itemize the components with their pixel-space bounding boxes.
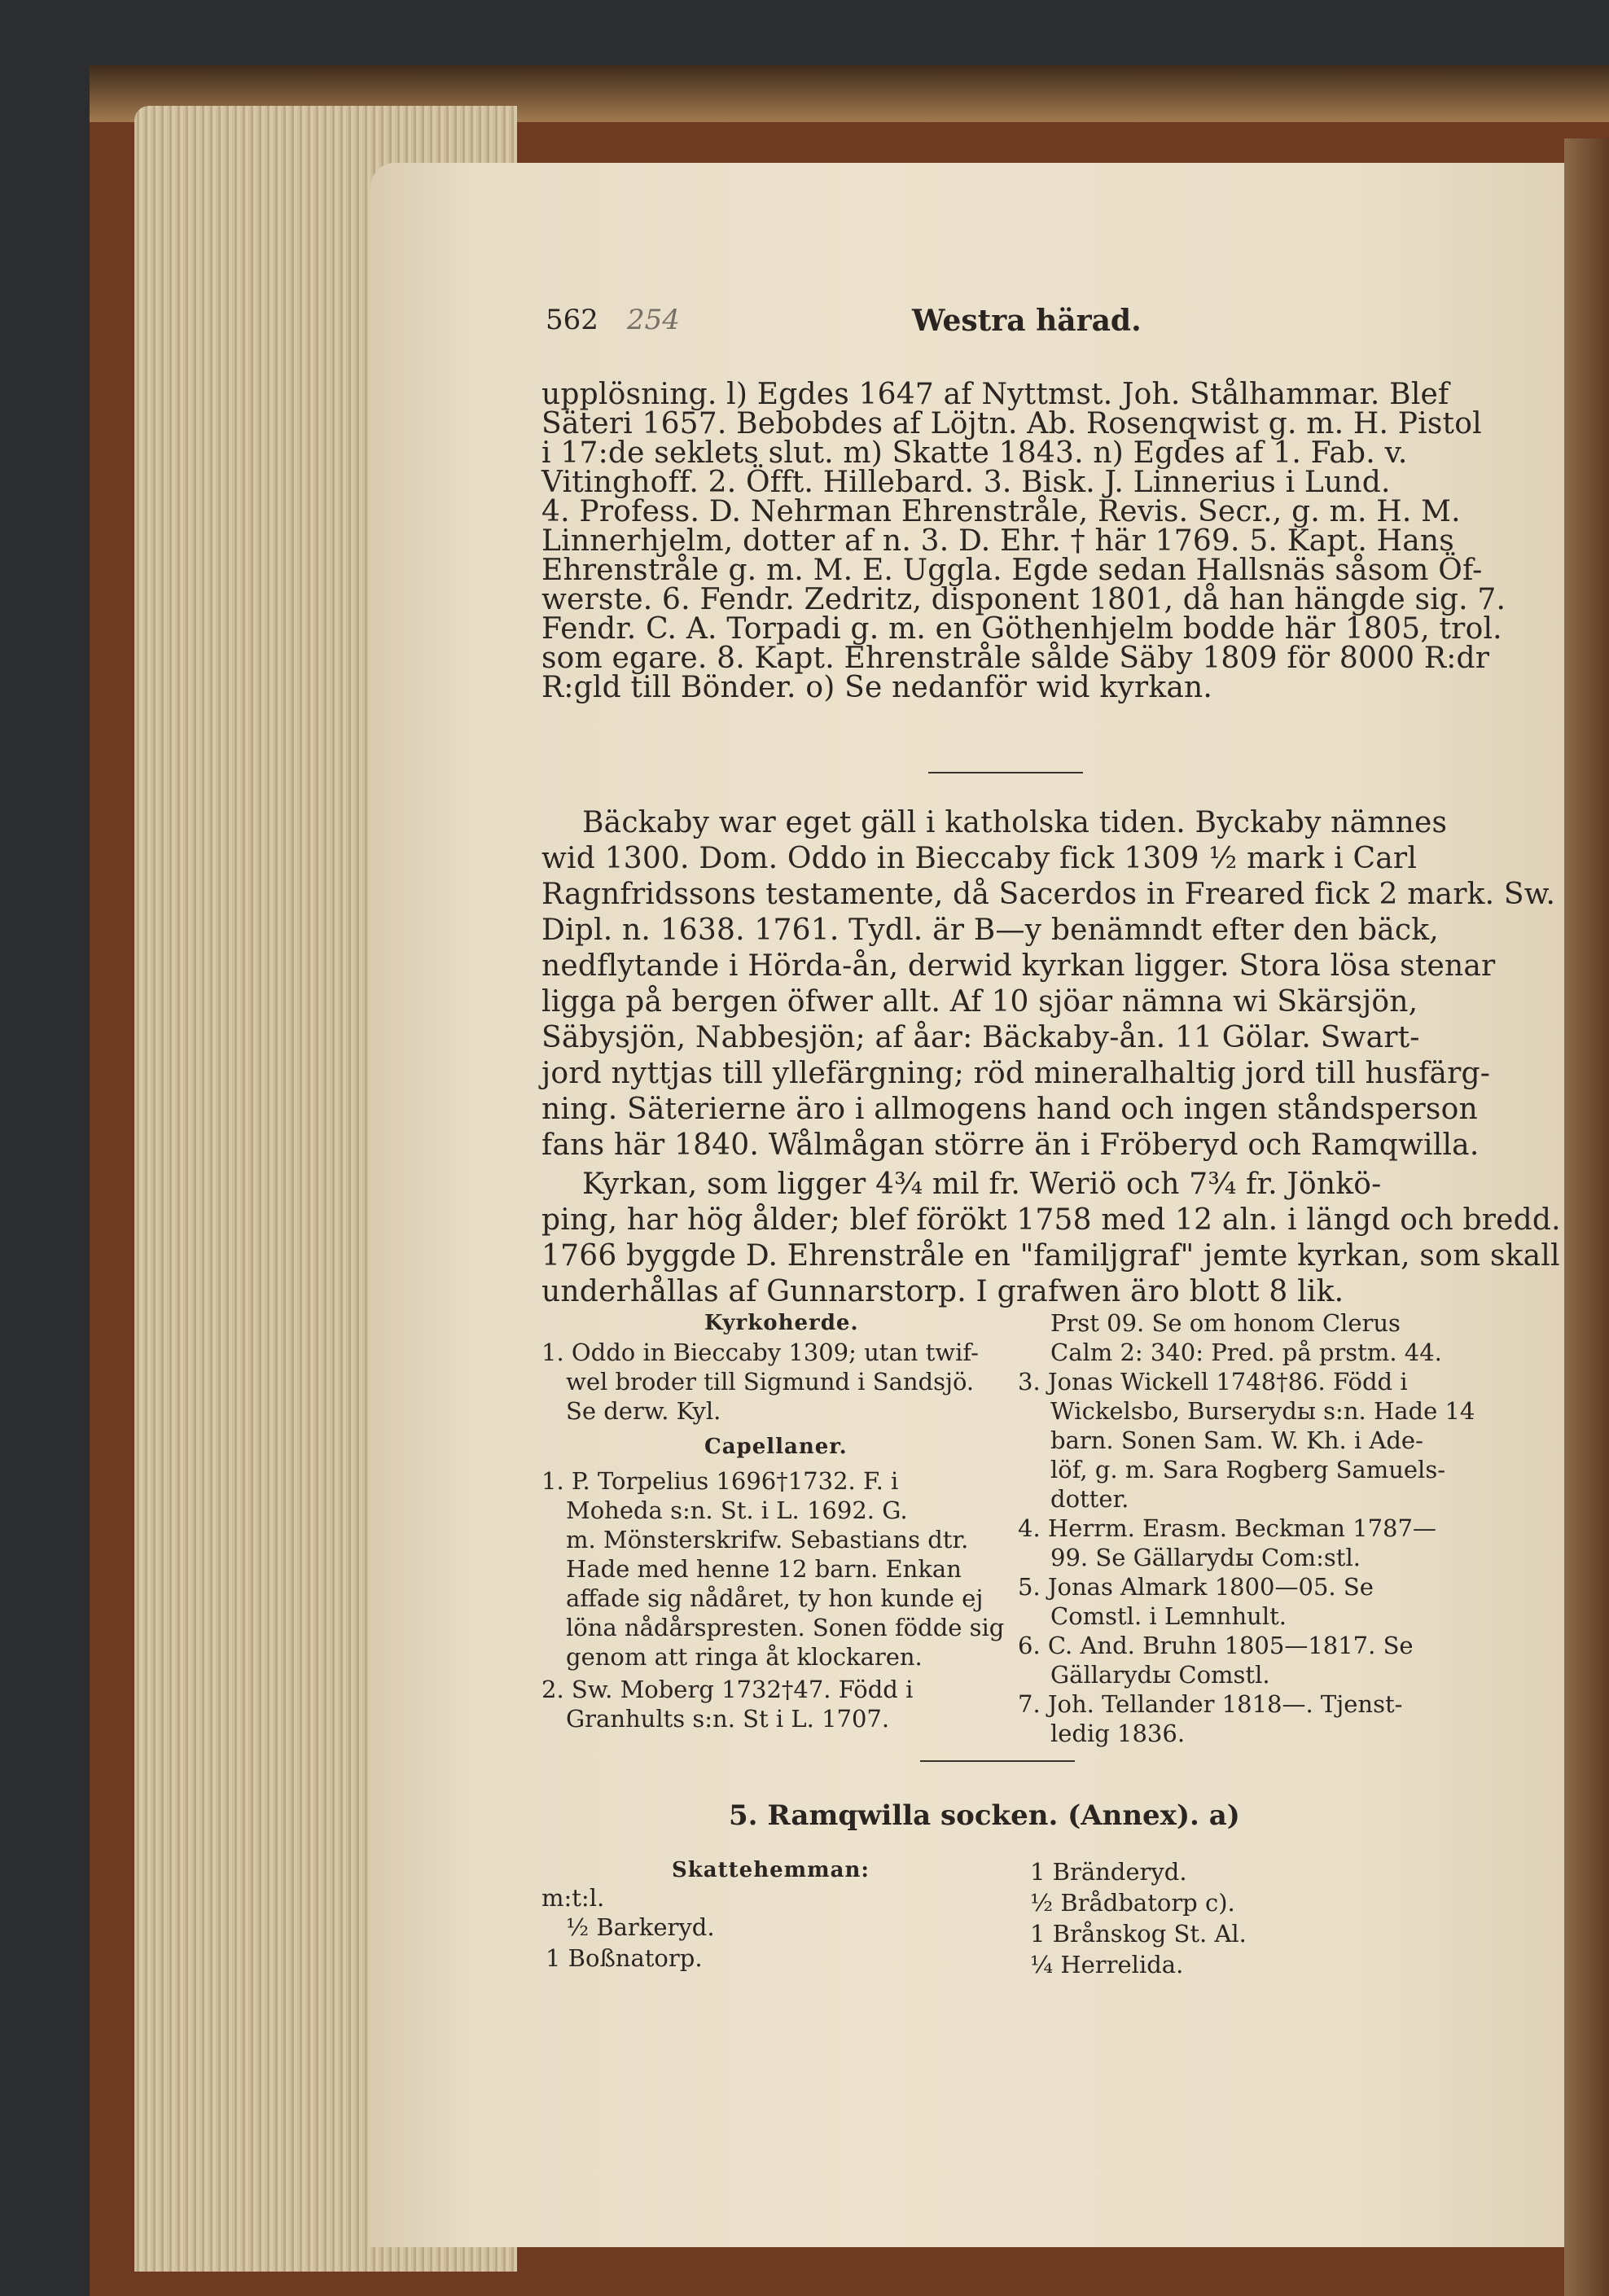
- main-line: fans här 1840. Wålmågan större än i Fröberyd och Ramqwilla.: [541, 1128, 1480, 1162]
- clergy-right-line: 3. Jonas Wickell 1748†86. Född i: [1018, 1368, 1408, 1396]
- farm-entry: ¼ Herrelida.: [1030, 1951, 1184, 1978]
- clergy-left-line: löna nådårspresten. Sonen födde sig: [566, 1614, 1005, 1641]
- clergy-right-line: Comstl. i Lemnhult.: [1050, 1602, 1287, 1630]
- notes-line: 4. Profess. D. Nehrman Ehrenstråle, Revis. Secr., g. m. H. M.: [541, 495, 1461, 528]
- clergy-right-line: ledig 1836.: [1050, 1720, 1186, 1747]
- clergy-left-line: 1. P. Torpelius 1696†1732. F. i: [541, 1467, 899, 1495]
- section-rule: [928, 772, 1083, 773]
- clergy-right-line: Wickelsbo, Burserydы s:n. Hade 14: [1050, 1397, 1475, 1425]
- farm-entry: 1 Boßnatorp.: [546, 1944, 703, 1972]
- clergy-left-line: 1. Oddo in Bieccaby 1309; utan twif-: [541, 1339, 979, 1366]
- notes-line: Vitinghoff. 2. Öfft. Hillebard. 3. Bisk. J. Linnerius i Lund.: [541, 466, 1391, 499]
- notes-line: Linnerhjelm, dotter af n. 3. D. Ehr. † här 1769. 5. Kapt. Hans: [541, 524, 1454, 558]
- section-subheading: Skattehemman:: [672, 1858, 870, 1882]
- clergy-left-line: Hade med henne 12 barn. Enkan: [566, 1555, 962, 1583]
- notes-line: R:gld till Bönder. o) Se nedanför wid kyrkan.: [541, 671, 1213, 704]
- section-rule: [920, 1760, 1075, 1762]
- clergy-right-line: dotter.: [1050, 1485, 1129, 1513]
- clergy-right-line: 7. Joh. Tellander 1818—. Tjenst-: [1018, 1690, 1403, 1718]
- clergy-right-line: barn. Sonen Sam. W. Kh. i Ade-: [1050, 1426, 1423, 1454]
- heading-kyrkoherde: Kyrkoherde.: [704, 1311, 859, 1335]
- main-line: jord nyttjas till yllefärgning; röd mineralhaltig jord till husfärg-: [541, 1057, 1491, 1090]
- main-line: ligga på bergen öfwer allt. Af 10 sjöar nämna wi Skärsjön,: [541, 985, 1418, 1019]
- main-line: wid 1300. Dom. Oddo in Bieccaby fick 1309 ½ mark i Carl: [541, 842, 1418, 875]
- main-line: ning. Säterierne äro i allmogens hand och ingen ståndsperson: [541, 1093, 1478, 1126]
- farm-entry: ½ Brådbatorp c).: [1030, 1889, 1235, 1917]
- clergy-left-line: Se derw. Kyl.: [566, 1397, 721, 1425]
- heading-capellaner: Capellaner.: [704, 1435, 848, 1459]
- main-line: Dipl. n. 1638. 1761. Tydl. är B—y benämndt efter den bäck,: [541, 914, 1439, 947]
- clergy-left-line: genom att ringa åt klockaren.: [566, 1643, 923, 1671]
- main-line: Ragnfridssons testamente, då Sacerdos in Freared fick 2 mark. Sw.: [541, 878, 1556, 911]
- clergy-right-line: Prst 09. Se om honom Clerus: [1050, 1309, 1401, 1337]
- handwritten-note: 254: [627, 304, 680, 336]
- clergy-right-line: Calm 2: 340: Pred. på prstm. 44.: [1050, 1339, 1442, 1366]
- notes-line: som egare. 8. Kapt. Ehrenstråle sålde Säby 1809 för 8000 R:dr: [541, 642, 1490, 675]
- clergy-right-line: 4. Herrm. Erasm. Beckman 1787—: [1018, 1514, 1436, 1542]
- main-line: nedflytande i Hörda-ån, derwid kyrkan ligger. Stora lösa stenar: [541, 949, 1496, 983]
- farm-entry: 1 Bränderyd.: [1030, 1858, 1187, 1886]
- notes-line: Fendr. C. A. Torpadi g. m. en Göthenhjelm bodde här 1805, trol.: [541, 612, 1502, 646]
- farm-entry: 1 Brånskog St. Al.: [1030, 1920, 1247, 1948]
- main-line: Kyrkan, som ligger 4¾ mil fr. Weriö och 7¾ fr. Jönkö-: [582, 1168, 1382, 1201]
- clergy-left-line: wel broder till Sigmund i Sandsjö.: [566, 1368, 975, 1396]
- right-cover-edge: [1564, 138, 1609, 2296]
- section-title: 5. Ramqwilla socken. (Annex). a): [729, 1799, 1240, 1832]
- notes-line: upplösning. l) Egdes 1647 af Nyttmst. Joh. Stålhammar. Blef: [541, 378, 1449, 411]
- running-title: Westra härad.: [912, 304, 1142, 338]
- notes-line: Säteri 1657. Bebobdes af Löjtn. Ab. Rosenqwist g. m. H. Pistol: [541, 407, 1482, 440]
- unit-label: m:t:l.: [541, 1884, 605, 1912]
- clergy-left-line: Moheda s:n. St. i L. 1692. G.: [566, 1496, 908, 1524]
- clergy-right-line: Gällarydы Comstl.: [1050, 1661, 1270, 1689]
- main-line: Bäckaby war eget gäll i katholska tiden. Byckaby nämnes: [582, 806, 1448, 839]
- main-line: Säbysjön, Nabbesjön; af åar: Bäckaby-ån. 11 Gölar. Swart-: [541, 1021, 1420, 1054]
- notes-line: i 17:de seklets slut. m) Skatte 1843. n) Egdes af 1. Fab. v.: [541, 436, 1408, 470]
- notes-line: Ehrenstråle g. m. M. E. Uggla. Egde sedan Hallsnäs såsom Öf-: [541, 554, 1483, 587]
- main-line: 1766 byggde D. Ehrenstråle en "familjgraf" jemte kyrkan, som skall: [541, 1239, 1560, 1273]
- notes-line: werste. 6. Fendr. Zedritz, disponent 1801, då han hängde sig. 7.: [541, 583, 1506, 616]
- farm-entry: ½ Barkeryd.: [566, 1913, 715, 1941]
- main-line: ping, har hög ålder; blef förökt 1758 med 12 aln. i längd och bredd.: [541, 1203, 1561, 1237]
- clergy-left-line: Granhults s:n. St i L. 1707.: [566, 1705, 890, 1733]
- page-number: 562: [546, 304, 598, 336]
- clergy-left-line: affade sig nådåret, ty hon kunde ej: [566, 1584, 984, 1612]
- main-line: underhållas af Gunnarstorp. I grafwen äro blott 8 lik.: [541, 1275, 1344, 1308]
- clergy-left-line: 2. Sw. Moberg 1732†47. Född i: [541, 1676, 914, 1703]
- clergy-right-line: 99. Se Gällarydы Com:stl.: [1050, 1544, 1361, 1571]
- clergy-left-line: m. Mönsterskrifw. Sebastians dtr.: [566, 1526, 969, 1553]
- clergy-right-line: löf, g. m. Sara Rogberg Samuels-: [1050, 1456, 1446, 1483]
- clergy-right-line: 5. Jonas Almark 1800—05. Se: [1018, 1573, 1374, 1601]
- clergy-right-line: 6. C. And. Bruhn 1805—1817. Se: [1018, 1632, 1414, 1659]
